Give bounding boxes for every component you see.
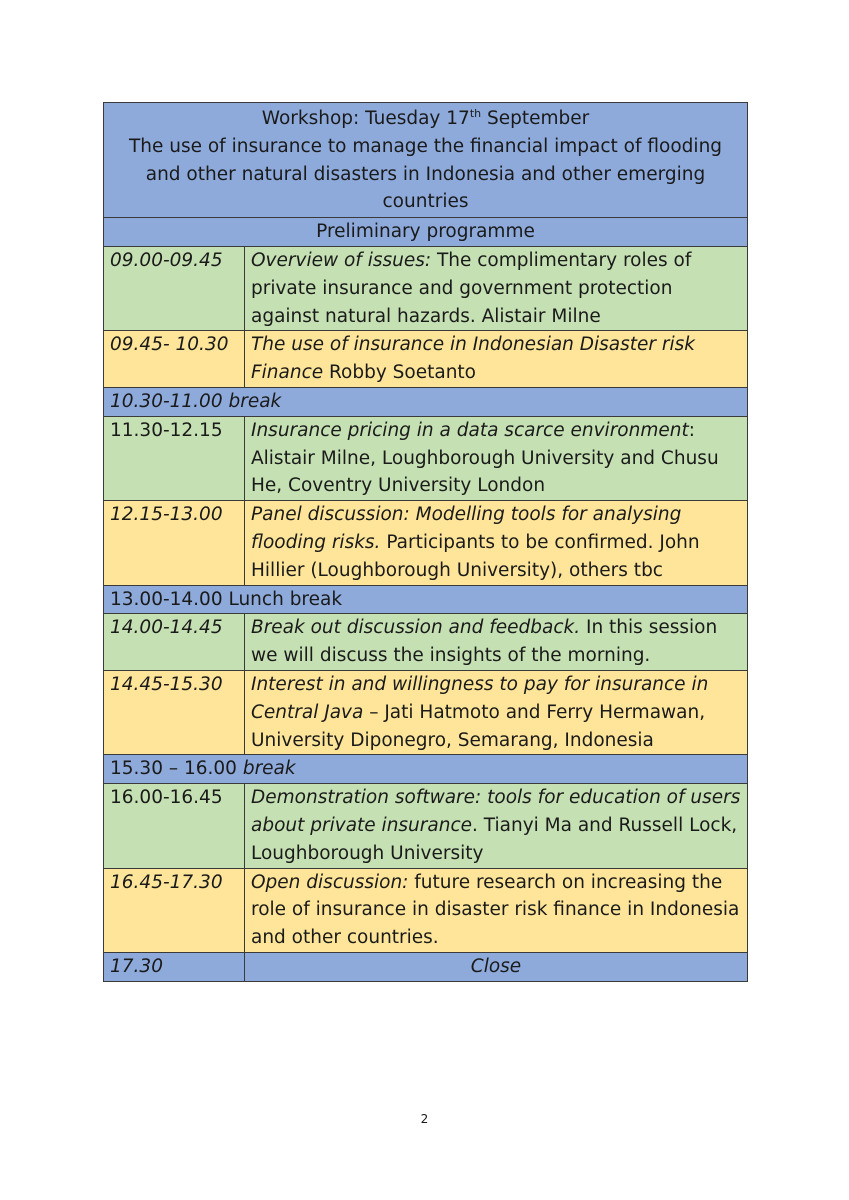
session-detail: In this session we will discuss the insights of the morning.: [251, 617, 718, 667]
session-time: 14.00-14.45: [104, 614, 245, 671]
session-row: [104, 246, 748, 330]
workshop-title-cell: [104, 103, 748, 218]
session-detail: future research on increasing the role of insurance in disaster risk finance in Indonesia and other countries.: [251, 871, 740, 949]
session-time: 09.00-09.45: [104, 246, 245, 330]
session-time: 17.30: [104, 952, 245, 981]
session-row: [104, 670, 748, 754]
session-detail: . Tianyi Ma and Russell Lock, Loughborough University: [251, 814, 738, 864]
programme-label: Preliminary programme: [104, 218, 748, 247]
workshop-subtitle-line-1: The use of insurance to manage the financial impact of flooding: [128, 135, 723, 157]
workshop-title-row: [104, 103, 748, 218]
session-time: 16.45-17.30: [104, 868, 245, 952]
break-row: [104, 387, 748, 416]
session-row: [104, 416, 748, 500]
session-detail: Robby Soetanto: [323, 362, 476, 384]
session-detail: – Jati Hatmoto and Ferry Hermawan, University Diponegro, Semarang, Indonesia: [251, 701, 706, 751]
session-title: Break out discussion and feedback.: [251, 617, 581, 639]
session-row: [104, 501, 748, 585]
session-time: 11.30-12.15: [104, 416, 245, 500]
session-title: The use of insurance in Indonesian Disaster risk Finance: [251, 334, 695, 384]
session-row: [104, 784, 748, 868]
session-time: 16.00-16.45: [104, 784, 245, 868]
session-detail: : Alistair Milne, Loughborough University and Chusu He, Coventry University London: [251, 419, 719, 497]
session-title: Demonstration software: tools for education of users about private insurance: [251, 787, 741, 836]
break-label: 10.30-11.00 break: [104, 387, 748, 416]
session-title: Open discussion:: [251, 871, 409, 893]
close-row: [104, 952, 748, 981]
session-description: [245, 670, 748, 754]
session-title: Insurance pricing in a data scarce environment: [251, 419, 689, 441]
session-title: Interest in and willingness to pay for insurance in Central Java: [251, 673, 709, 723]
session-description: [245, 331, 748, 388]
session-title: Overview of issues:: [251, 249, 432, 271]
programme-label-row: [104, 218, 748, 247]
session-time: 12.15-13.00: [104, 501, 245, 585]
session-time: 09.45- 10.30: [104, 331, 245, 388]
workshop-date: Workshop: Tuesday 17th September: [261, 106, 590, 129]
session-title: Panel discussion: Modelling tools for analysing flooding risks.: [251, 504, 682, 553]
programme-table: [103, 102, 748, 982]
break-row: [104, 585, 748, 614]
session-detail: Participants to be confirmed. John Hillier (Loughborough University), others tbc: [251, 531, 700, 581]
break-label: 15.30 – 16.00 break: [104, 755, 748, 784]
session-row: [104, 331, 748, 388]
session-row: [104, 868, 748, 952]
session-description: [245, 501, 748, 585]
session-detail: The complimentary roles of private insurance and government protection against natural hazards. Alistair Milne: [251, 249, 692, 327]
session-description: [245, 246, 748, 330]
session-description: [245, 868, 748, 952]
session-time: 14.45-15.30: [104, 670, 245, 754]
workshop-subtitle-line-3: countries: [382, 191, 469, 213]
session-row: [104, 614, 748, 671]
session-description: [245, 784, 748, 868]
session-description: [245, 614, 748, 671]
break-row: [104, 755, 748, 784]
workshop-subtitle-line-2: and other natural disasters in Indonesia and other emerging: [145, 163, 706, 185]
close-label: Close: [245, 952, 748, 981]
break-label: 13.00-14.00 Lunch break: [104, 585, 748, 614]
session-description: [245, 416, 748, 500]
page-number: 2: [420, 1112, 429, 1126]
